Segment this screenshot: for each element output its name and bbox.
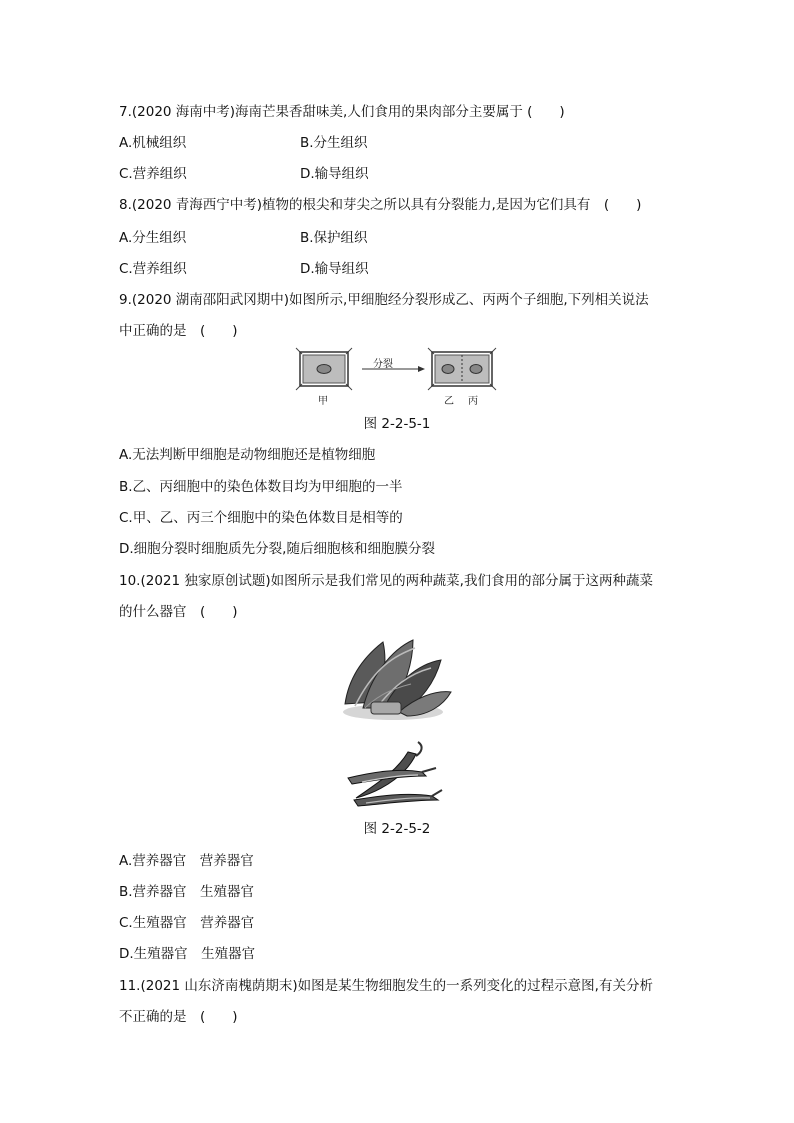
q8-option-d: D.输导组织: [300, 261, 369, 277]
division-arrow: [362, 366, 425, 372]
q10-option-c: C.生殖器官 营养器官: [119, 915, 255, 931]
arrow-label: 分裂: [373, 359, 393, 370]
q8-stem: 8.(2020 青海西宁中考)植物的根尖和芽尖之所以具有分裂能力,是因为它们具有 ( ): [119, 197, 642, 213]
q7-stem: 7.(2020 海南中考)海南芒果香甜味美,人们食用的果肉部分主要属于 ( ): [119, 104, 565, 120]
chili-pepper-image: [342, 738, 446, 808]
q10-option-a: A.营养器官 营养器官: [119, 853, 254, 869]
q9-stem-line2: 中正确的是 ( ): [119, 323, 238, 339]
q10-stem-line2: 的什么器官 ( ): [119, 604, 238, 620]
label-bing: 丙: [468, 396, 478, 407]
q9-option-b: B.乙、丙细胞中的染色体数目均为甲细胞的一半: [119, 479, 403, 495]
q8-option-b: B.保护组织: [300, 230, 368, 246]
q11-stem-line2: 不正确的是 ( ): [119, 1009, 238, 1025]
q10-option-d: D.生殖器官 生殖器官: [119, 946, 256, 962]
q10-stem-line1: 10.(2021 独家原创试题)如图所示是我们常见的两种蔬菜,我们食用的部分属于这两种蔬菜: [119, 573, 653, 589]
cell-jia: [296, 348, 352, 390]
q11-stem-line1: 11.(2021 山东济南槐荫期末)如图是某生物细胞发生的一系列变化的过程示意图,有关分析: [119, 978, 653, 994]
cells-yi-bing: [428, 348, 496, 390]
label-yi: 乙: [444, 396, 454, 407]
q9-option-a: A.无法判断甲细胞是动物细胞还是植物细胞: [119, 447, 376, 463]
q10-option-b: B.营养器官 生殖器官: [119, 884, 255, 900]
q9-option-c: C.甲、乙、丙三个细胞中的染色体数目是相等的: [119, 510, 403, 526]
q7-option-a: A.机械组织: [119, 135, 187, 151]
figure-caption-2: 图 2-2-5-2: [363, 821, 431, 837]
q9-stem-line1: 9.(2020 湖南邵阳武冈期中)如图所示,甲细胞经分裂形成乙、丙两个子细胞,下列相关说法: [119, 292, 649, 308]
q7-option-c: C.营养组织: [119, 166, 187, 182]
q9-option-d: D.细胞分裂时细胞质先分裂,随后细胞核和细胞膜分裂: [119, 541, 435, 557]
spinach-image: [335, 636, 455, 722]
label-jia: 甲: [318, 396, 328, 407]
q7-option-d: D.输导组织: [300, 166, 369, 182]
q7-option-b: B.分生组织: [300, 135, 368, 151]
q8-option-a: A.分生组织: [119, 230, 187, 246]
figure-caption-1: 图 2-2-5-1: [363, 416, 431, 432]
q8-option-c: C.营养组织: [119, 261, 187, 277]
